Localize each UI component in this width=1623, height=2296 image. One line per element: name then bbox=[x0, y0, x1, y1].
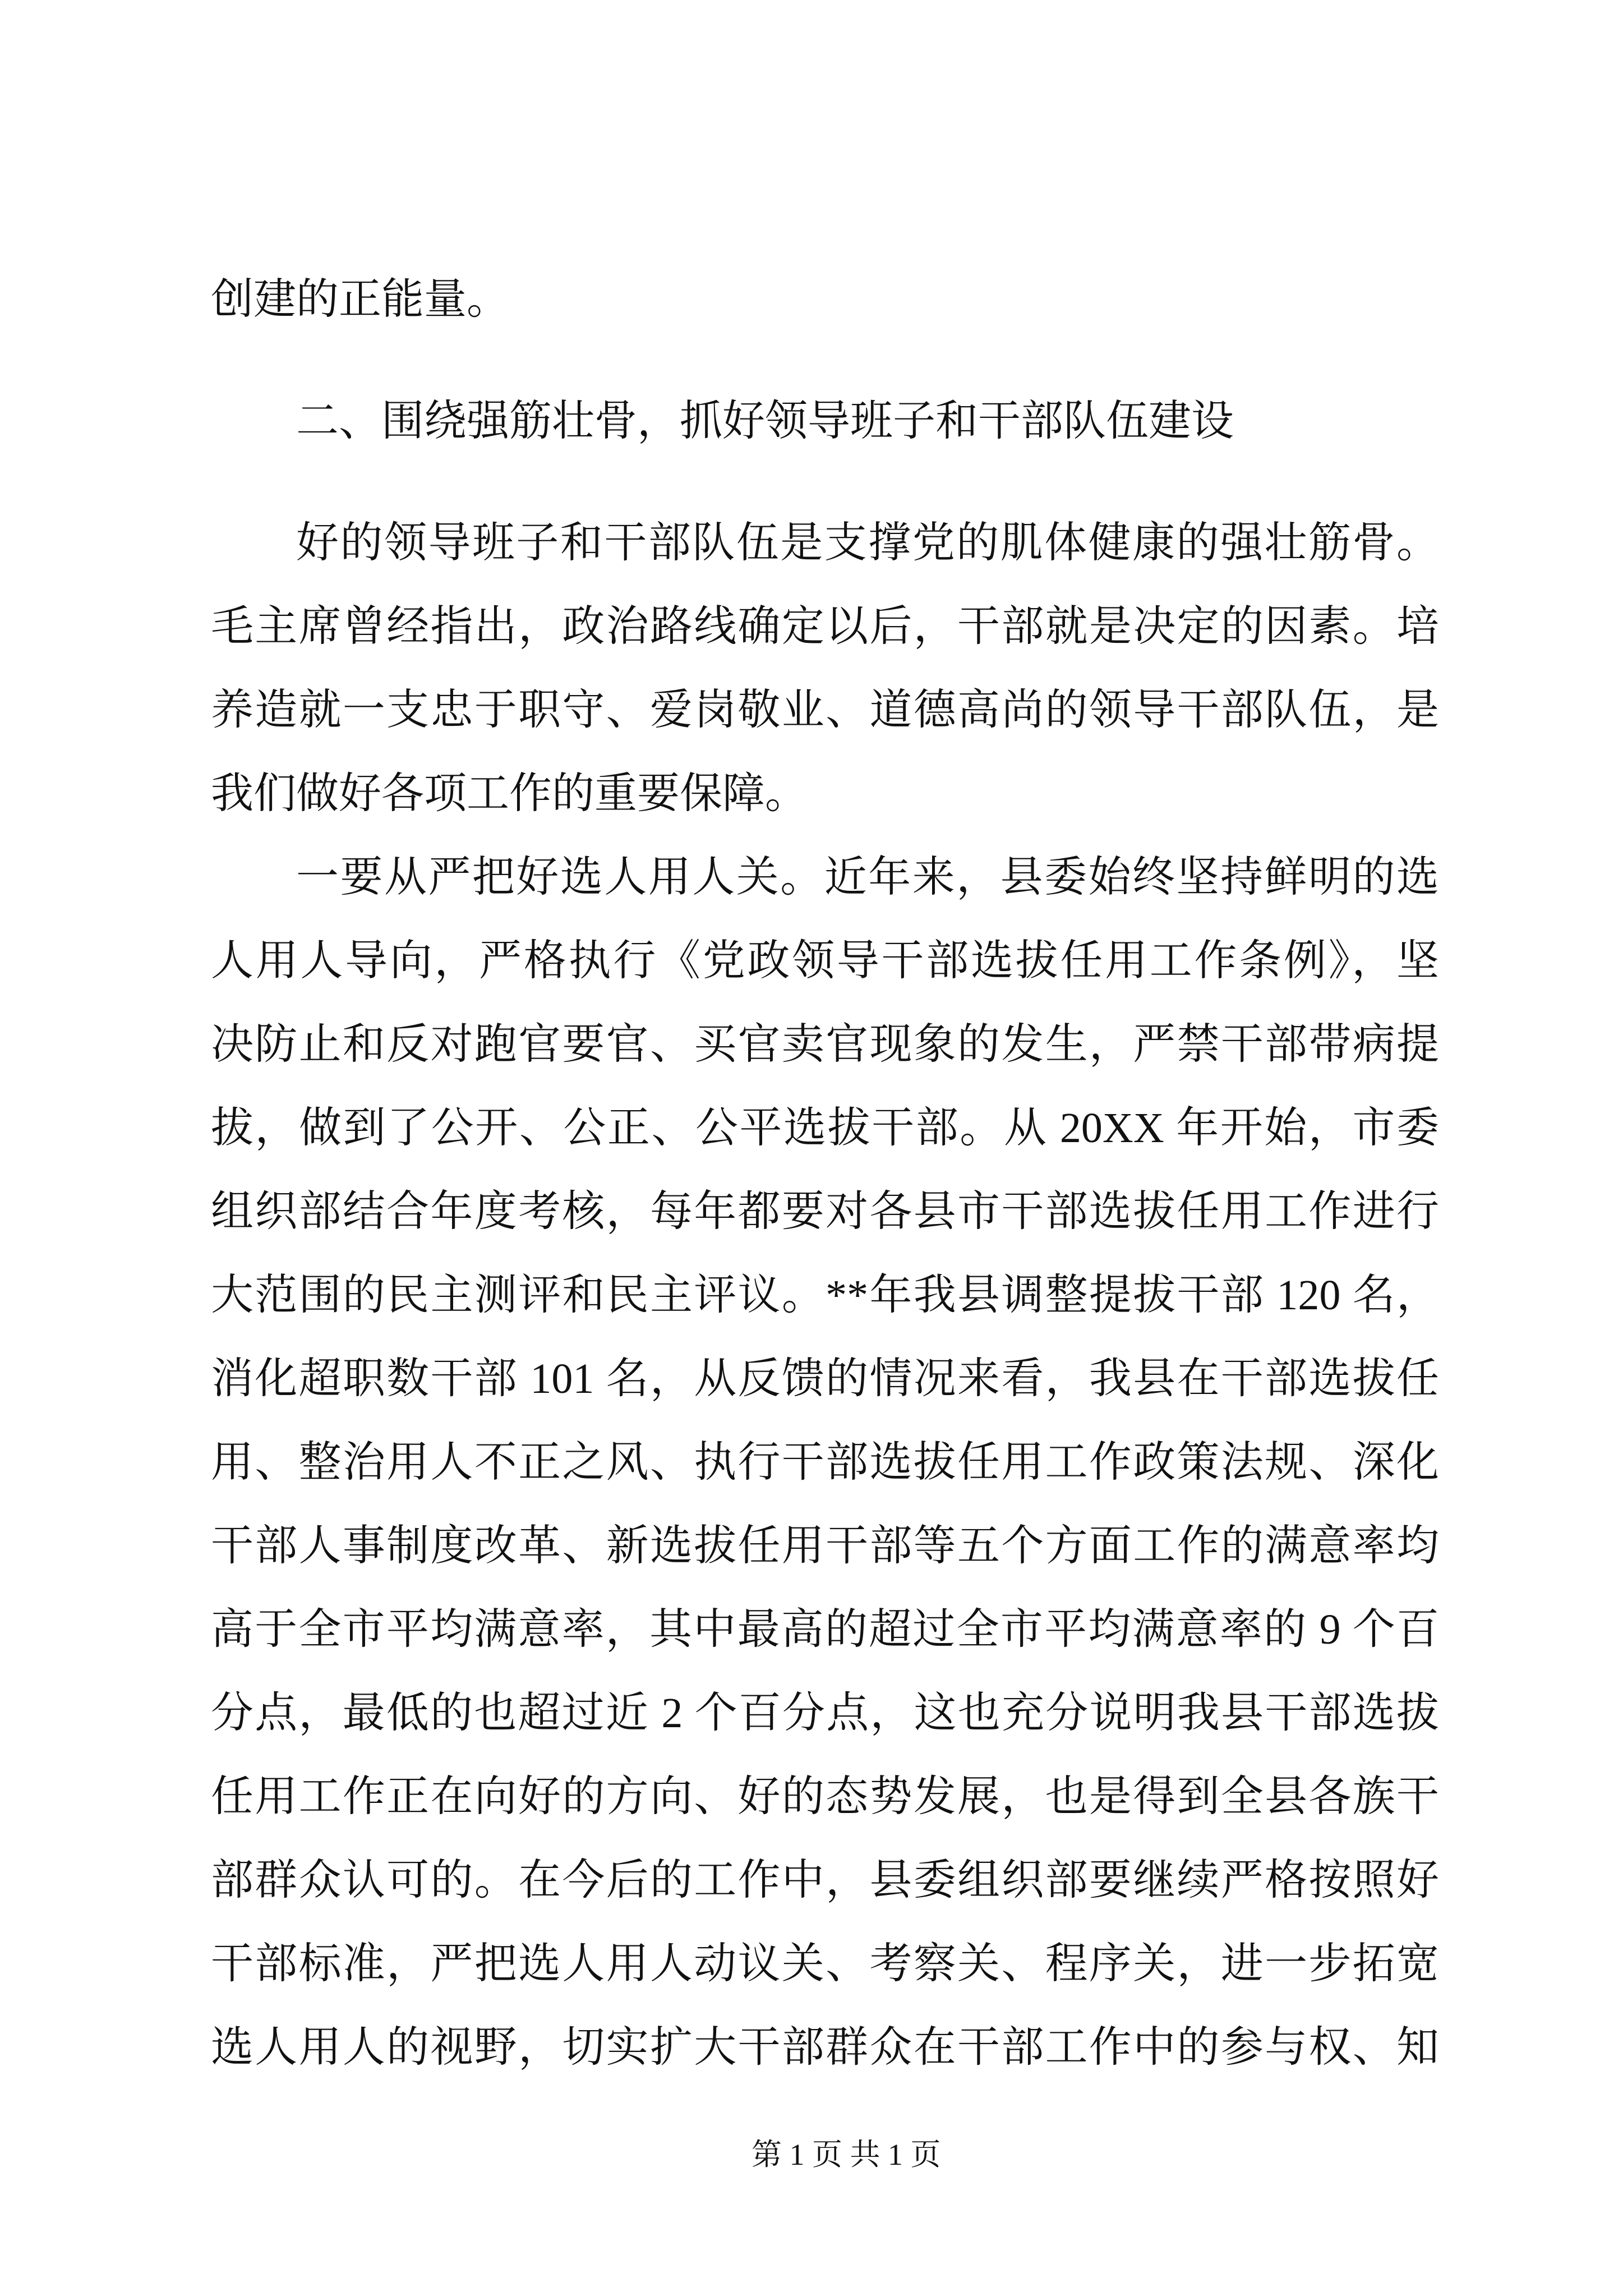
text-line: 大范围的民主测评和民主评议。**年我县调整提拔干部 120 名， bbox=[211, 1272, 1439, 1319]
paragraph bbox=[211, 501, 1439, 836]
section-heading bbox=[211, 380, 1439, 463]
paragraph bbox=[211, 836, 1439, 2090]
text-line: 拔，做到了公开、公正、公平选拔干部。从 20XX 年开始，市委 bbox=[211, 1105, 1439, 1152]
text-line: 组织部结合年度考核，每年都要对各县市干部选拔任用工作进行 bbox=[211, 1188, 1439, 1235]
text-line: 部群众认可的。在今后的工作中，县委组织部要继续严格按照好 bbox=[211, 1857, 1439, 1904]
text-line: 一要从严把好选人用人关。近年来，县委始终坚持鲜明的选 bbox=[296, 854, 1439, 901]
text-line: 任用工作正在向好的方向、好的态势发展，也是得到全县各族干 bbox=[211, 1773, 1439, 1820]
text-line: 决防止和反对跑官要官、买官卖官现象的发生，严禁干部带病提 bbox=[211, 1021, 1439, 1068]
text-line: 高于全市平均满意率，其中最高的超过全市平均满意率的 9 个百 bbox=[211, 1606, 1439, 1653]
text-line: 好的领导班子和干部队伍是支撑党的肌体健康的强壮筋骨。 bbox=[296, 519, 1439, 567]
text-line: 毛主席曾经指出，政治路线确定以后，干部就是决定的因素。培 bbox=[211, 603, 1439, 650]
text-line: 人用人导向，严格执行《党政领导干部选拔任用工作条例》，坚 bbox=[211, 937, 1439, 984]
text-line: 用、整治用人不正之风、执行干部选拔任用工作政策法规、深化 bbox=[211, 1439, 1439, 1486]
text-line: 创建的正能量。 bbox=[211, 276, 509, 323]
text-line: 我们做好各项工作的重要保障。 bbox=[211, 770, 808, 817]
document-body bbox=[211, 258, 1439, 2090]
heading-line: 二、围绕强筋壮骨，抓好领导班子和干部队伍建设 bbox=[296, 398, 1234, 445]
text-line: 选人用人的视野，切实扩大干部群众在干部工作中的参与权、知 bbox=[211, 2024, 1439, 2071]
text-line: 分点，最低的也超过近 2 个百分点，这也充分说明我县干部选拔 bbox=[211, 1690, 1439, 1737]
paragraph bbox=[211, 258, 1439, 342]
text-line: 消化超职数干部 101 名，从反馈的情况来看，我县在干部选拔任 bbox=[211, 1355, 1439, 1402]
text-line: 养造就一支忠于职守、爱岗敬业、道德高尚的领导干部队伍，是 bbox=[211, 687, 1439, 734]
page-footer: 第 1 页 共 1 页 bbox=[751, 2138, 941, 2171]
text-line: 干部标准，严把选人用人动议关、考察关、程序关，进一步拓宽 bbox=[211, 1940, 1439, 1987]
text-line: 干部人事制度改革、新选拔任用干部等五个方面工作的满意率均 bbox=[211, 1522, 1439, 1570]
